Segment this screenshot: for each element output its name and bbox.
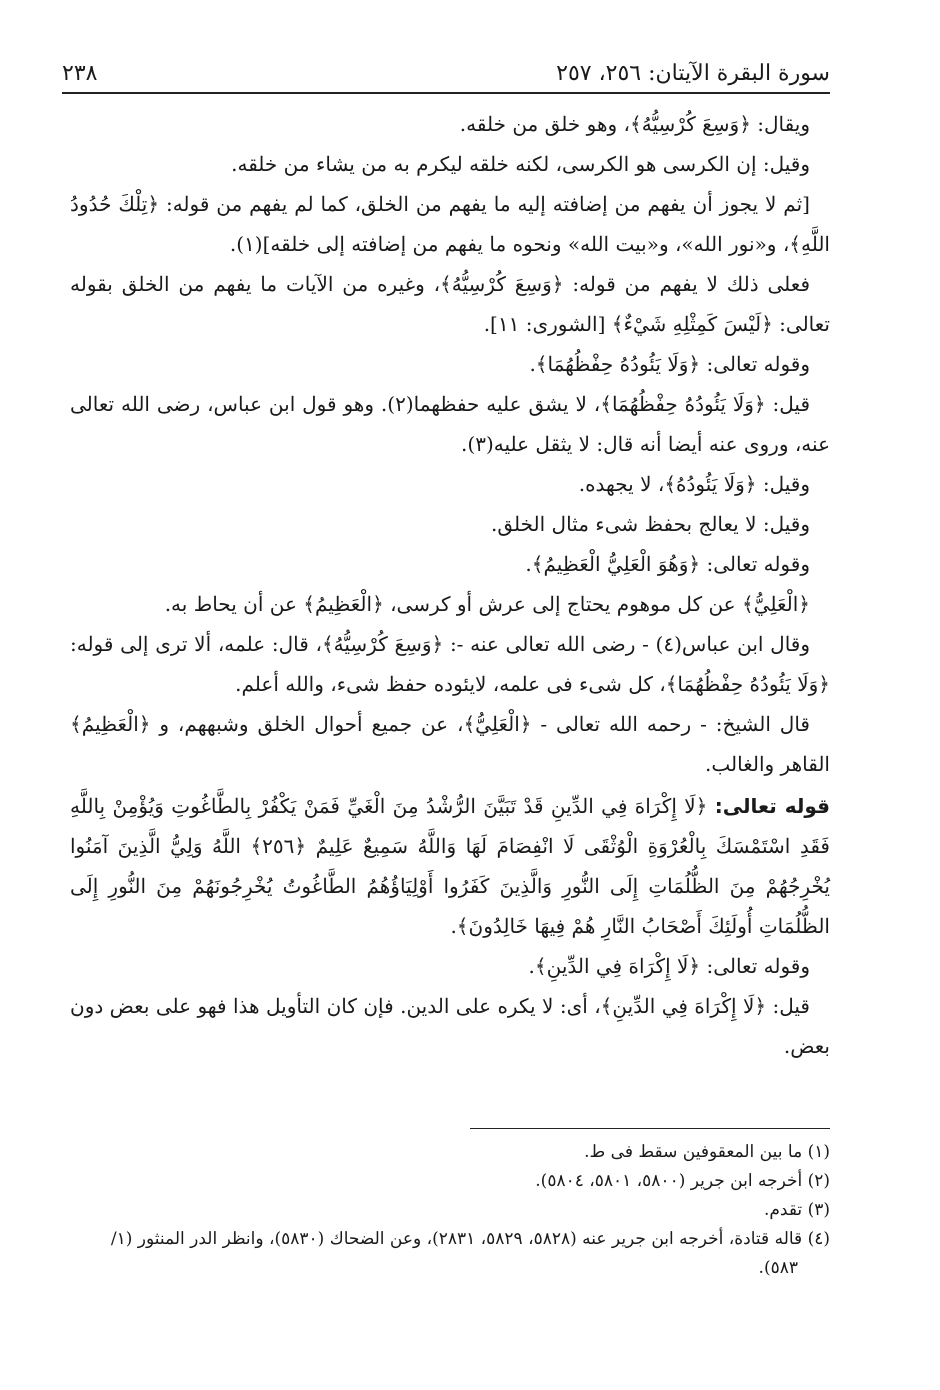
paragraph: قيل: ﴿وَلَا يَئُودُهُ حِفْظُهُمَا﴾، لا يشق عليه حفظهما(٢). وهو قول ابن عباس، رضى الله تعالى عنه، وروى عنه أيضا أنه قال: لا يثقل عليه(٣). (70, 392, 830, 456)
main-text (70, 104, 830, 1066)
running-title: سورة البقرة الآيتان: ٢٥٦، ٢٥٧ (556, 61, 830, 86)
footnote: (٢) أخرجه ابن جرير (٥٨٠٠، ٥٨٠١، ٥٨٠٤). (535, 1171, 830, 1191)
footnote: (١) ما بين المعقوفين سقط فى ط. (584, 1142, 830, 1162)
paragraph: [ثم لا يجوز أن يفهم من إضافته إليه ما يفهم من الخلق، كما لم يفهم من قوله: ﴿تِلْكَ حُدُودُ اللَّهِ﴾، و«نور الله»، و«بيت الله» ونحوه ما يفهم من إضافته إلى خلقه](١). (70, 192, 830, 256)
paragraph: وقيل: ﴿وَلَا يَئُودُهُ﴾، لا يجهده. (578, 472, 810, 496)
paragraph: قيل: ﴿لَا إِكْرَاهَ فِي الدِّينِ﴾، أى: لا يكره على الدين. فإن كان التأويل هذا فهو على بعض دون بعض. (70, 994, 830, 1058)
paragraph: وقوله تعالى: ﴿وَلَا يَئُودُهُ حِفْظُهُمَا﴾. (529, 352, 810, 376)
page-number: ٢٣٨ (62, 61, 98, 86)
paragraph: وقوله تعالى: ﴿لَا إِكْرَاهَ فِي الدِّينِ﴾. (528, 954, 810, 978)
page-header (62, 48, 830, 94)
paragraph: وقيل: إن الكرسى هو الكرسى، لكنه خلقه ليكرم به من يشاء من خلقه. (231, 152, 810, 176)
verse-text: ﴿لَا إِكْرَاهَ فِي الدِّينِ قَدْ تَبَيَّنَ الرُّشْدُ مِنَ الْغَيِّ فَمَنْ يَكْفُرْ بِالطَّاغُوتِ وَيُؤْمِنْ بِاللَّهِ فَقَدِ اسْتَمْسَكَ بِالْعُرْوَةِ الْوُثْقَى لَا انْفِصَامَ لَهَا وَاللَّهُ سَمِيعٌ عَلِيمٌ ﴿٢٥٦﴾ اللَّهُ وَلِيُّ الَّذِينَ آمَنُوا يُخْرِجُهُمْ مِنَ الظُّلُمَاتِ إِلَى النُّورِ وَالَّذِينَ كَفَرُوا أَوْلِيَاؤُهُمُ الطَّاغُوتُ يُخْرِجُونَهُمْ مِنَ النُّورِ إِلَى الظُّلُمَاتِ أُولَئِكَ أَصْحَابُ النَّارِ هُمْ فِيهَا خَالِدُونَ﴾. (70, 794, 830, 938)
footnotes (70, 1138, 830, 1283)
paragraph: وقوله تعالى: ﴿وَهُوَ الْعَلِيُّ الْعَظِيمُ﴾. (525, 552, 810, 576)
verse-block (70, 786, 830, 946)
footnote-divider (470, 1128, 830, 1129)
paragraph: ويقال: ﴿وَسِعَ كُرْسِيُّهُ﴾، وهو خلق من خلقه. (459, 112, 810, 136)
paragraph: وقيل: لا يعالج بحفظ شىء مثال الخلق. (490, 512, 810, 536)
paragraph: فعلى ذلك لا يفهم من قوله: ﴿وَسِعَ كُرْسِيُّهُ﴾، وغيره من الآيات ما يفهم من الخلق بقوله تعالى: ﴿لَيْسَ كَمِثْلِهِ شَيْءٌ﴾ [الشورى: ١١]. (70, 272, 830, 336)
verse-lead: قوله تعالى: (714, 794, 830, 818)
footnote: (٣) تقدم. (763, 1200, 830, 1220)
paragraph: ﴿الْعَلِيُّ﴾ عن كل موهوم يحتاج إلى عرش أو كرسى، ﴿الْعَظِيمُ﴾ عن أن يحاط به. (164, 592, 810, 616)
paragraph: قال الشيخ: - رحمه الله تعالى - ﴿الْعَلِيُّ﴾، عن جميع أحوال الخلق وشبههم، و ﴿الْعَظِيمُ﴾ القاهر والغالب. (70, 712, 830, 776)
footnote: (٤) قاله قتادة، أخرجه ابن جرير عنه (٥٨٢٨، ٥٨٢٩، ٢٨٣١)، وعن الضحاك (٥٨٣٠)، وانظر الدر المنثور (١/ ٥٨٣). (110, 1229, 830, 1278)
paragraph: وقال ابن عباس(٤) - رضى الله تعالى عنه -: ﴿وَسِعَ كُرْسِيُّهُ﴾، قال: علمه، ألا ترى إلى قوله: ﴿وَلَا يَئُودُهُ حِفْظُهُمَا﴾، كل شىء فى علمه، لايئوده حفظ شىء، والله أعلم. (70, 632, 830, 696)
